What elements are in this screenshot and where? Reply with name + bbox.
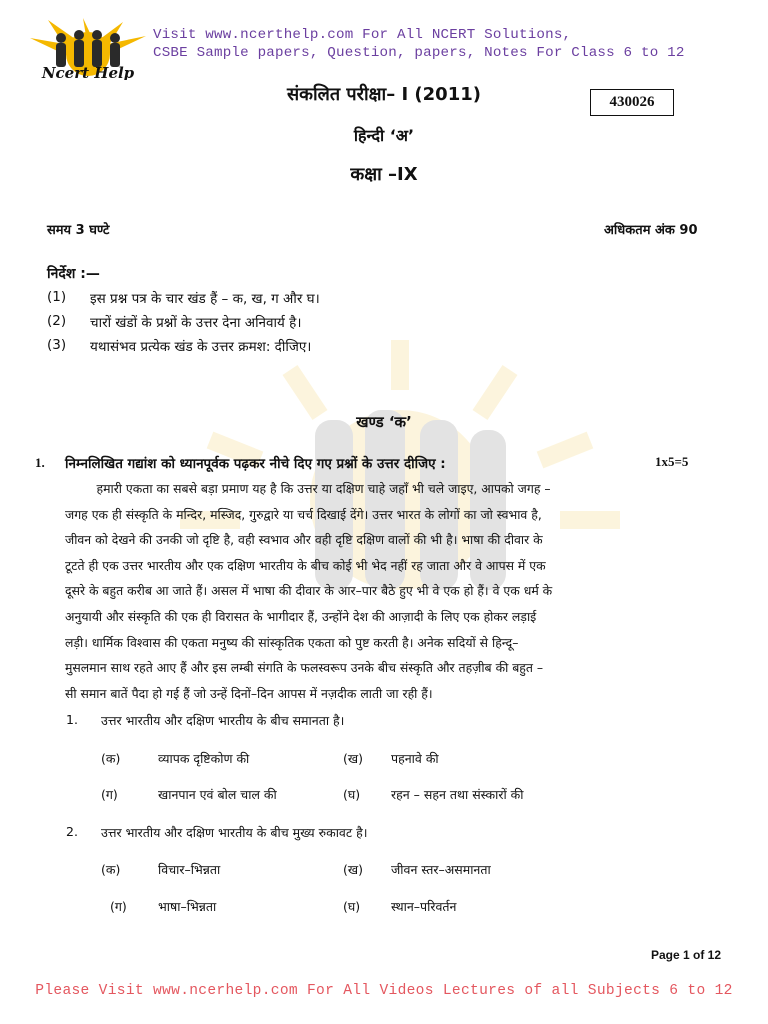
option-text: जीवन स्तर–असमानता [391,862,491,877]
option-label: (घ) [343,899,361,914]
passage-line: टूटते ही एक उत्तर भारतीय और एक दक्षिण भारतीय के बीच कोई भी भेद नहीं रह जाता और वे आपस में एक [65,557,546,573]
option-text: व्यापक दृष्टिकोण की [158,751,250,766]
question-instruction: निम्नलिखित गद्यांश को ध्यानपूर्वक पढ़कर नीचे दिए गए प्रश्नों के उत्तर दीजिए : [65,456,446,472]
option-label: (ग) [101,787,118,802]
passage-line: अनुयायी और संस्कृति की एक ही विरासत के भागीदार हैं, उन्होंने देश की आज़ादी के लिए एक होकर लड़ाई [65,608,537,624]
option-label: (क) [101,751,121,766]
instruction-text: यथासंभव प्रत्येक खंड के उत्तर क्रमश: दीजिए। [90,339,312,355]
header-line-2: CSBE Sample papers, Question, papers, Notes For Class 6 to 12 [153,45,685,61]
subquestion-number: 1. [66,712,78,727]
subject-title: हिन्दी ‘अ’ [353,126,415,145]
subquestion-number: 2. [66,824,78,839]
max-marks: अधिकतम अंक 90 [604,223,698,238]
passage-line: सी समान बातें पैदा हो गई हैं जो उन्हें दिनों–दिन आपस में नज़दीक लाती जा रही हैं। [65,685,433,701]
instruction-text: इस प्रश्न पत्र के चार खंड हैं – क, ख, ग और घ। [90,291,320,307]
subquestion-text: उत्तर भारतीय और दक्षिण भारतीय के बीच मुख्य रुकावट है। [101,825,368,840]
footer-promo-line: Please Visit www.ncerhelp.com For All Videos Lectures of all Subjects 6 to 12 [35,983,733,999]
question-marks: 1x5=5 [655,454,689,469]
option-text: रहन – सहन तथा संस्कारों की [391,787,524,802]
header-line-1: Visit www.ncerthelp.com For All NCERT Solutions, [153,27,572,43]
logo-text: Ncert Help [41,64,135,80]
option-label: (ख) [343,751,363,766]
option-label: (ख) [343,862,363,877]
option-text: स्थान–परिवर्तन [391,899,457,914]
passage-line: जीवन को देखने की उनकी जो दृष्टि है, वही स्वभाव और वही दृष्टि दक्षिण वालों की भी है। भाषा की दीवार के [65,532,543,548]
instructions-heading: निर्देश :— [47,266,100,282]
passage-line: मुसलमान साथ रहते आए हैं और इस लम्बी संगति के फलस्वरूप उनके बीच संस्कृति और तहज़ीब की बहुत – [65,660,544,676]
instruction-text: चारों खंडों के प्रश्नों के उत्तर देना अनिवार्य है। [90,315,302,331]
option-text: खानपान एवं बोल चाल की [158,787,277,802]
instruction-number: (1) [47,289,67,305]
passage-line: जगह एक ही संस्कृति के मन्दिर, मस्जिद, गुरुद्वारे या चर्च दिखाई देंगे। उत्तर भारत के लोगों का जो स्वभाव है, [65,506,542,522]
option-text: पहनावे की [391,751,439,766]
class-title: कक्षा –IX [350,164,418,185]
option-text: विचार–भिन्नता [158,862,221,877]
subquestion-text: उत्तर भारतीय और दक्षिण भारतीय के बीच समानता है। [101,713,345,728]
page-number: Page 1 of 12 [651,948,722,962]
instruction-number: (2) [47,313,67,329]
option-text: भाषा–भिन्नता [158,899,217,914]
question-number: 1. [35,455,45,470]
passage [65,476,647,706]
exam-title: संकलित परीक्षा– I (2011) [287,84,481,105]
time-allowed: समय 3 घण्टे [47,223,110,238]
passage-line: हमारी एकता का सबसे बड़ा प्रमाण यह है कि उत्तर या दक्षिण चाहे जहाँ भी चले जाइए, आपको जगह – [65,481,551,496]
section-title: खण्ड ‘क’ [356,413,412,431]
passage-line: दूसरे के बहुत करीब आ जाते हैं। असल में भाषा की दीवार के आर–पार बैठे हुए भी वे एक हो हैं। वे एक धर्म के [65,583,553,599]
paper-code-box: 430026 [590,89,674,116]
option-label: (ग) [110,899,127,914]
option-label: (घ) [343,787,361,802]
instruction-number: (3) [47,337,67,353]
passage-line: लड़ी। धार्मिक विश्वास की एकता मनुष्य की सांस्कृतिक एकता को पुष्ट करती है। अनेक सदियों से हिन्दू– [65,634,519,650]
ncert-help-logo [28,18,148,80]
option-label: (क) [101,862,121,877]
